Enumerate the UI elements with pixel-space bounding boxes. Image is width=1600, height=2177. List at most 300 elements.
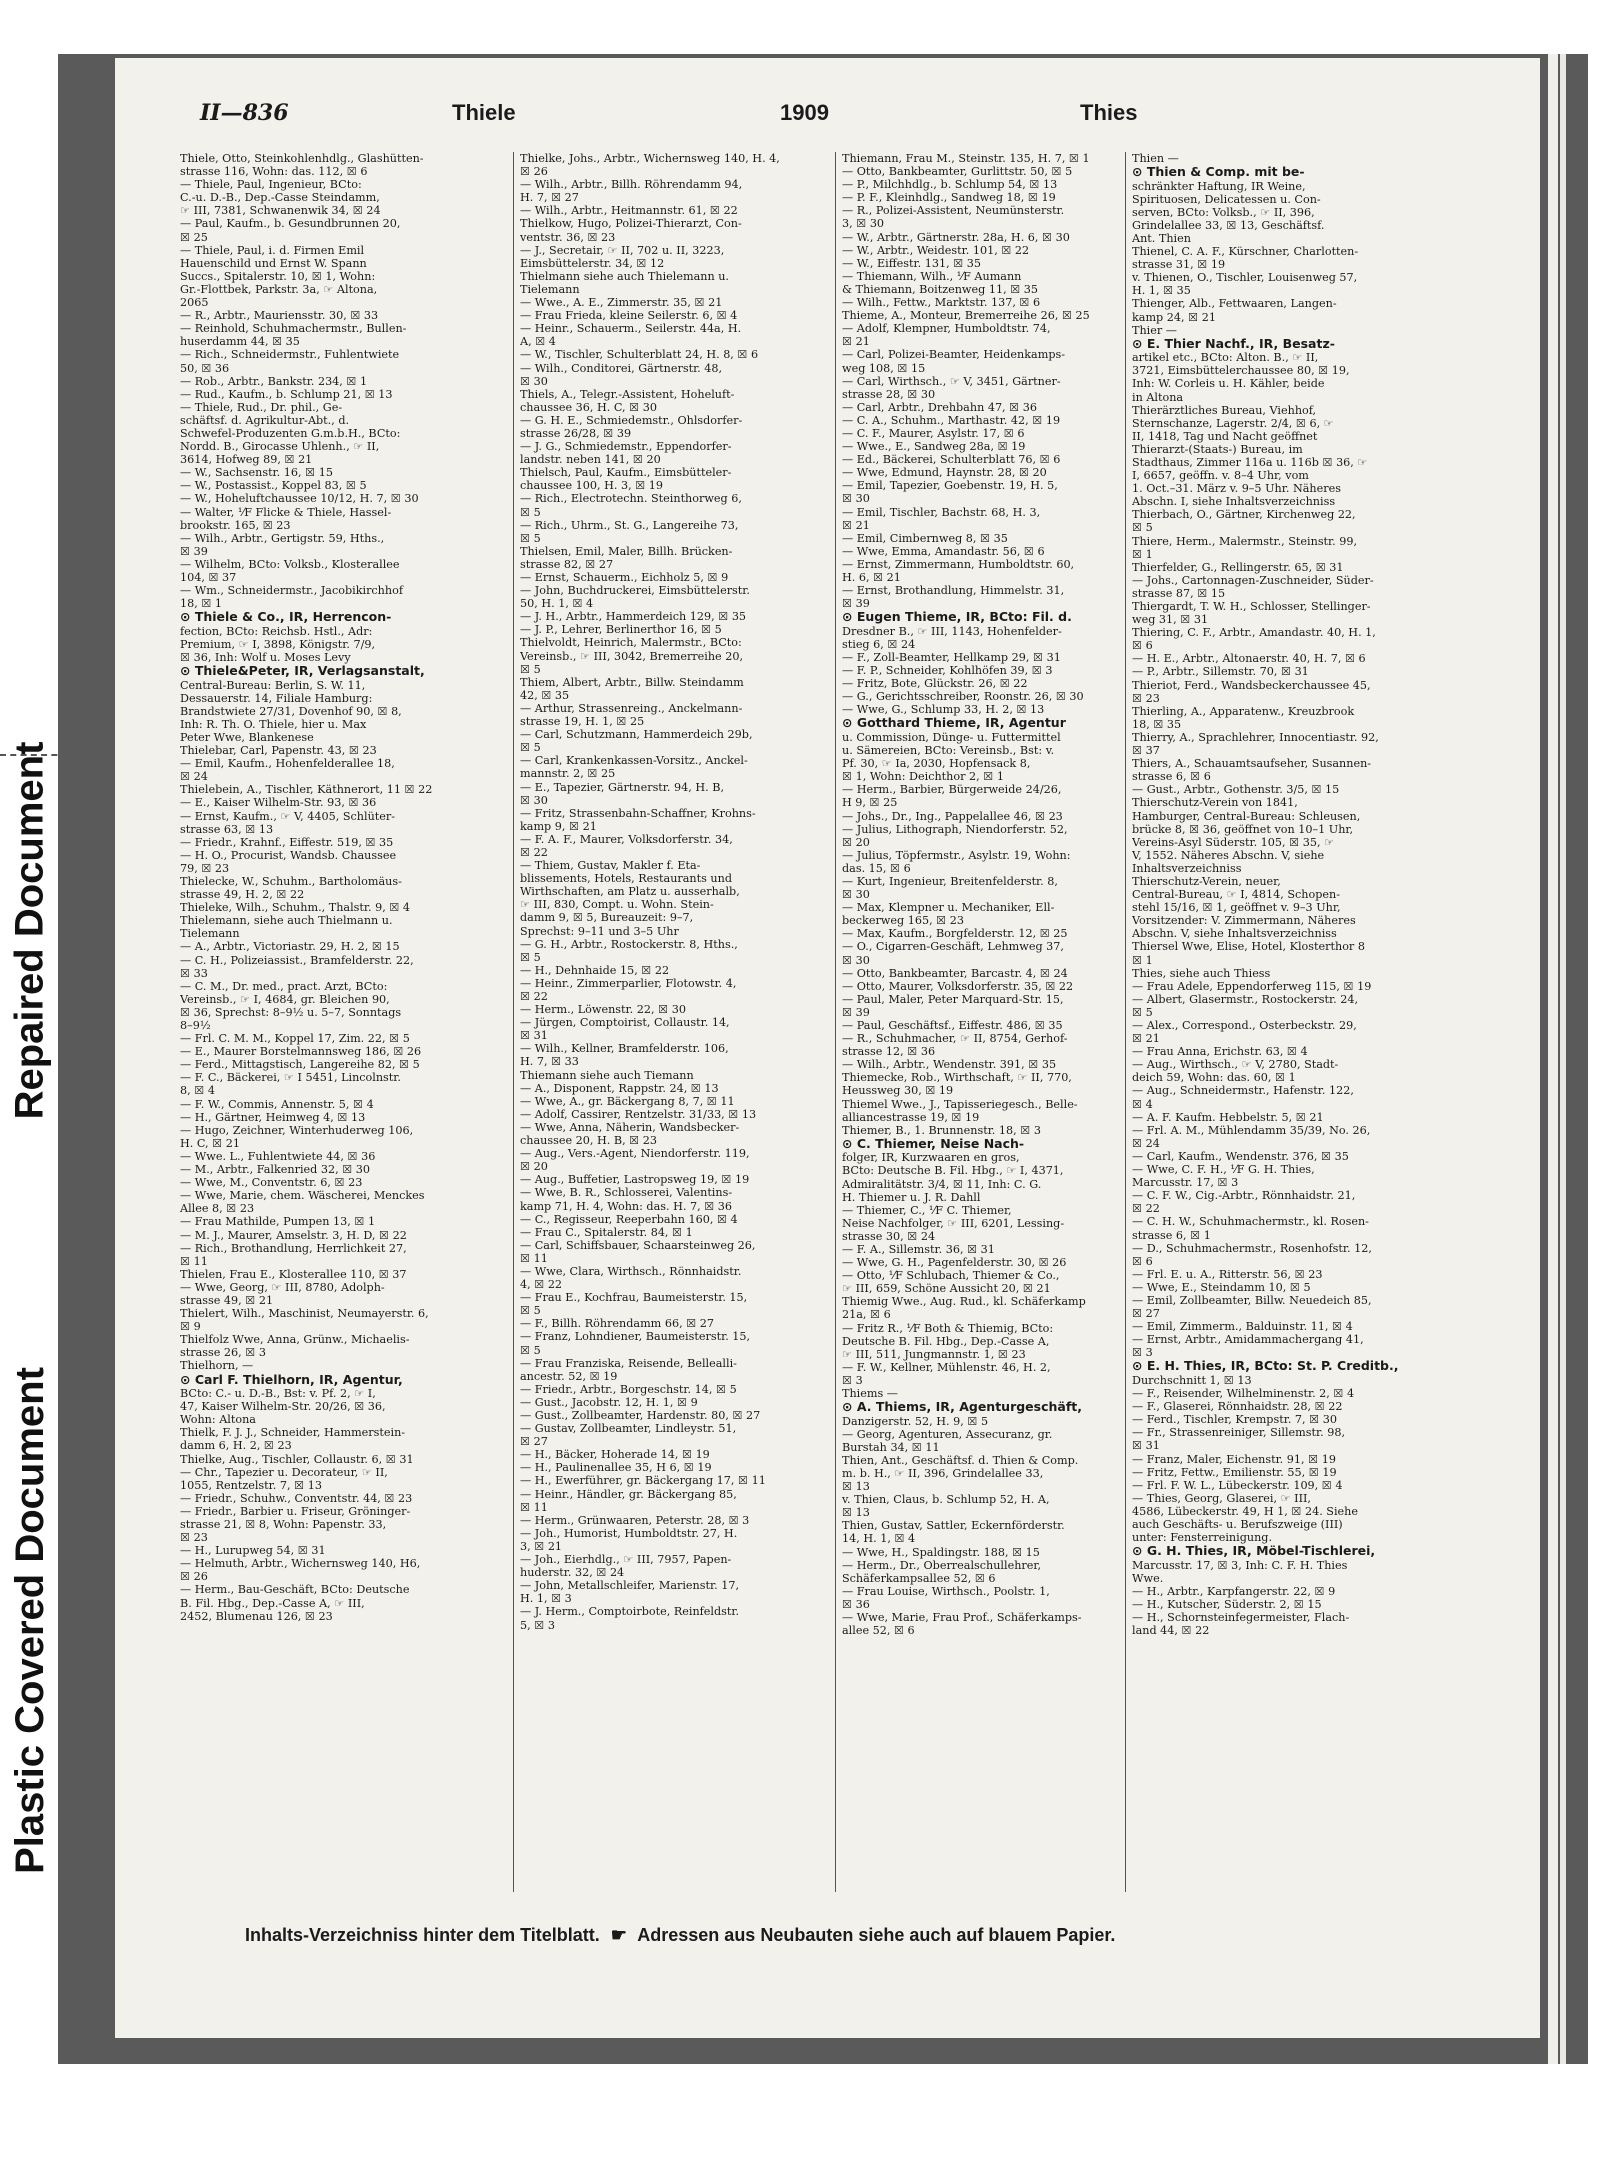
directory-entry: — Aug., Vers.-Agent, Niendorferstr. 119, [520,1147,750,1161]
directory-entry: ⊙ Thien & Comp. mit be- [1132,165,1305,180]
directory-entry: ☒ 21 [842,518,870,532]
directory-entry: — Emil, Tischler, Bachstr. 68, H. 3, [842,505,1041,519]
directory-entry: — Wwe., E., Sandweg 28a, ☒ 19 [842,440,1026,454]
directory-entry: ☒ 24 [1132,1136,1160,1150]
directory-entry: — E., Kaiser Wilhelm-Str. 93, ☒ 36 [180,796,377,810]
directory-entry: brookstr. 165, ☒ 23 [180,518,291,532]
directory-entry: — Thiemann, Wilh., ⅟F Aumann [842,269,1022,283]
directory-entry: ☒ 20 [520,1160,548,1174]
directory-entry: — W., Hoheluftchaussee 10/12, H. 7, ☒ 30 [180,492,419,506]
directory-entry: — Carl, Polizei-Beamter, Heidenkamps- [842,348,1065,362]
directory-entry: ☒ 31 [1132,1439,1160,1453]
directory-entry: ☒ 24 [180,770,208,784]
directory-entry: Thierry, A., Sprachlehrer, Innocentiastr. 92, [1132,730,1379,744]
directory-entry: — Joh., Humorist, Humboldtstr. 27, H. [520,1526,738,1540]
directory-entry: 4586, Lübeckerstr. 49, H 1, ☒ 24. Siehe [1132,1504,1358,1518]
directory-entry: — F. W., Kellner, Mühlenstr. 46, H. 2, [842,1360,1051,1374]
directory-entry: strasse 12, ☒ 36 [842,1045,936,1059]
directory-entry: Thieme, A., Monteur, Bremerreihe 26, ☒ 25 [842,309,1090,323]
directory-entry: — Emil, Zimmerm., Balduinstr. 11, ☒ 4 [1132,1320,1353,1334]
directory-entry: Thielmann siehe auch Thielemann u. [520,269,729,283]
directory-entry: strasse 30, ☒ 24 [842,1229,936,1243]
directory-entry: — P., Milchhdlg., b. Schlump 54, ☒ 13 [842,178,1058,192]
directory-entry: ☒ 5 [520,1343,541,1357]
directory-entry: ☒ 36, Sprechst: 8–9½ u. 5–7, Sonntags [180,1005,402,1019]
directory-entry: stieg 6, ☒ 24 [842,637,916,651]
directory-entry: — Wwe, Clara, Wirthsch., Rönnhaidstr. [520,1264,742,1278]
directory-entry: — H., Bäcker, Hoherade 14, ☒ 19 [520,1448,710,1462]
directory-entry: ancestr. 52, ☒ 19 [520,1369,618,1383]
directory-entry: — Rich., Uhrm., St. G., Langereihe 73, [520,518,739,532]
directory-entry: — W., Postassist., Koppel 83, ☒ 5 [180,479,367,493]
directory-entry: — Ernst, Kaufm., ☞ V, 4405, Schlüter- [180,809,396,823]
directory-entry: — Thiele, Rud., Dr. phil., Ge- [180,400,343,414]
directory-entry: strasse 6, ☒ 1 [1132,1228,1211,1242]
directory-entry: — Wilh., Arbtr., Wendenstr. 391, ☒ 35 [842,1058,1057,1072]
directory-entry: — H. O., Procurist, Wandsb. Chaussee [180,848,397,862]
directory-entry: ☒ 20 [842,835,870,849]
directory-entry: Thielkow, Hugo, Polizei-Thierarzt, Con- [520,217,742,231]
directory-entry: — Wwe, Emma, Amandastr. 56, ☒ 6 [842,544,1045,558]
directory-entry: — Georg, Agenturen, Assecuranz, gr. [842,1427,1053,1441]
directory-entry: — Frau C., Spitalerstr. 84, ☒ 1 [520,1225,693,1239]
directory-entry: — Wwe, C. F. H., ⅟F G. H. Thies, [1132,1163,1315,1177]
directory-entry: v. Thien, Claus, b. Schlump 52, H. A, [842,1493,1050,1507]
directory-entry: — H., Ewerführer, gr. Bäckergang 17, ☒ 11 [520,1474,766,1488]
directory-entry: — H. E., Arbtr., Altonaerstr. 40, H. 7, ☒ 6 [1132,652,1366,666]
directory-entry: — Wwe, Georg, ☞ III, 8780, Adolph- [180,1280,385,1294]
directory-entry: Thier — [1132,323,1177,337]
directory-entry: ☒ 13 [842,1480,870,1494]
directory-entry: Thiems — [842,1387,898,1401]
directory-entry: Sprechst: 9–11 und 3–5 Uhr [520,924,679,938]
directory-entry: auch Geschäfts- u. Berufszweige (III) [1132,1517,1343,1531]
directory-entry: ☒ 5 [520,505,541,519]
directory-entry: ☒ 37 [1132,744,1160,758]
directory-entry: ☒ 11 [520,1251,548,1265]
directory-entry: Admiralitätstr. 3/4, ☒ 11, Inh: C. G. [842,1177,1042,1191]
directory-entry: ☒ 4 [1132,1097,1153,1111]
directory-entry: 3, ☒ 30 [842,217,885,231]
footer-index-note: Inhalts-Verzeichniss hinter dem Titelblatt. [245,1925,600,1945]
directory-entry: — Thiemer, C., ⅟F C. Thiemer, [842,1203,1012,1217]
header-right-word: Thies [1080,100,1138,125]
directory-entry: ⊙ Gotthard Thieme, IR, Agentur [842,716,1066,731]
directory-entry: 8–9½ [180,1019,211,1032]
directory-entry: — Rob., Arbtr., Bankstr. 234, ☒ 1 [180,374,368,388]
directory-entry: das. 15, ☒ 6 [842,861,911,875]
directory-entry: Heussweg 30, ☒ 19 [842,1084,954,1098]
directory-entry: — Heinr., Zimmerparlier, Flotowstr. 4, [520,976,737,990]
directory-entry: Tielemann [520,282,580,296]
directory-entry: Gr.-Flottbek, Parkstr. 3a, ☞ Altona, [180,282,378,296]
directory-entry: weg 31, ☒ 31 [1132,613,1209,627]
directory-entry: — Gust., Zollbeamter, Hardenstr. 80, ☒ 27 [520,1409,761,1422]
directory-entry: — Ernst, Brothandlung, Himmelstr. 31, [842,584,1065,598]
directory-entry: ☒ 5 [1132,521,1153,535]
directory-entry: land 44, ☒ 22 [1132,1624,1210,1638]
directory-entry: — J. P., Lehrer, Berlinerthor 16, ☒ 5 [520,623,722,637]
directory-entry: ☒ 22 [1132,1202,1160,1216]
directory-entry: ☒ 6 [1132,639,1153,653]
directory-entry: ☒ 3 [842,1373,863,1387]
directory-entry: — Jürgen, Comptoirist, Collaustr. 14, [520,1016,730,1030]
directory-entry: — Frl. E. u. A., Ritterstr. 56, ☒ 23 [1132,1267,1323,1281]
directory-entry: ⊙ Eugen Thieme, IR, BCto: Fil. d. [842,610,1072,625]
directory-entry: — Rich., Brothandlung, Herrlichkeit 27, [180,1241,407,1255]
directory-entry: 2452, Blumenau 126, ☒ 23 [180,1609,333,1623]
directory-entry: ☒ 5 [1132,1005,1153,1019]
directory-entry: Schäferkampsallee 52, ☒ 6 [842,1571,996,1585]
directory-entry: — Ferd., Mittagstisch, Langereihe 82, ☒ 5 [180,1058,420,1072]
directory-entry: — P. F., Kleinhdlg., Sandweg 18, ☒ 19 [842,191,1056,205]
directory-entry: Thiemann, Frau M., Steinstr. 135, H. 7, ☒ 1 [842,152,1090,165]
directory-entry: Danzigerstr. 52, H. 9, ☒ 5 [842,1414,989,1428]
directory-entry: strasse 6, ☒ 6 [1132,770,1211,784]
directory-entry: Thieriot, Ferd., Wandsbeckerchaussee 45, [1132,678,1371,692]
directory-entry: Thiemer, B., 1. Brunnenstr. 18, ☒ 3 [842,1123,1041,1137]
directory-entry: — Rud., Kaufm., b. Schlump 21, ☒ 13 [180,387,393,401]
directory-entry: — Frau Adele, Eppendorferweg 115, ☒ 19 [1132,979,1372,993]
directory-entry: — F. W., Commis, Annenstr. 5, ☒ 4 [180,1097,374,1111]
directory-entry: ☒ 39 [180,544,208,558]
directory-column-4 [1132,152,1472,1637]
directory-entry: Vorsitzender: V. Zimmermann, Näheres [1132,914,1356,928]
directory-entry: ☒ 26 [180,1570,208,1584]
directory-entry: — Emil, Zollbeamter, Billw. Neuedeich 85, [1132,1293,1372,1307]
directory-entry: — A., Disponent, Rappstr. 24, ☒ 13 [520,1081,719,1095]
directory-entry: — E., Maurer Borstelmannsweg 186, ☒ 26 [180,1045,422,1059]
directory-entry: Thielert, Wilh., Maschinist, Neumayerstr. 6, [180,1307,429,1321]
directory-entry: Thienger, Alb., Fettwaaren, Langen- [1132,297,1337,311]
directory-entry: schäftsf. d. Agrikultur-Abt., d. [180,413,350,427]
directory-entry: — F. A. F., Maurer, Volksdorferstr. 34, [520,832,733,846]
directory-entry: ☞ III, 830, Compt. u. Wohn. Stein- [520,898,714,912]
directory-entry: — Friedr., Barbier u. Friseur, Gröninger- [180,1504,411,1518]
directory-entry: H. Thiemer u. J. R. Dahll [842,1190,981,1204]
directory-entry: — Herm., Barbier, Bürgerweide 24/26, [842,783,1062,797]
directory-entry: H. 7, ☒ 33 [520,1055,579,1069]
directory-entry: — Frau Louise, Wirthsch., Poolstr. 1, [842,1584,1050,1598]
directory-entry: Thielen, Frau E., Klosterallee 110, ☒ 37 [180,1267,407,1281]
directory-entry: — Carl, Krankenkassen-Vorsitz., Anckel- [520,754,748,768]
directory-entry: allee 52, ☒ 6 [842,1624,915,1638]
directory-entry: huserdamm 44, ☒ 35 [180,335,300,349]
page-edge-2 [1560,54,1566,2064]
directory-entry: ☒ 11 [180,1254,208,1268]
directory-entry: ☒ 5 [520,531,541,545]
directory-entry: — Wwe, Marie, Frau Prof., Schäferkamps- [842,1611,1082,1625]
directory-entry: — Johs., Cartonnagen-Zuschneider, Süder- [1132,573,1374,587]
directory-entry: — O., Cigarren-Geschäft, Lehmweg 37, [842,940,1064,954]
directory-entry: Abschn. I, siehe Inhaltsverzeichniss [1132,495,1336,509]
directory-entry: Wwe. [1132,1571,1164,1585]
directory-entry: — Frau E., Kochfrau, Baumeisterstr. 15, [520,1291,748,1305]
directory-entry: strasse 49, ☒ 21 [180,1293,274,1307]
directory-entry: ☒ 30 [842,953,870,967]
directory-entry: — Max, Kaufm., Borgfelderstr. 12, ☒ 25 [842,927,1068,941]
directory-entry: — Friedr., Schuhw., Conventstr. 44, ☒ 23 [180,1491,413,1505]
directory-entry: schränkter Haftung, IR Weine, [1132,179,1306,193]
page-number: II—836 [200,100,289,126]
directory-entry: — Franz, Maler, Eichenstr. 91, ☒ 19 [1132,1452,1336,1466]
directory-entry: ⊙ Thiele & Co., IR, Herrencon- [180,610,392,625]
directory-entry: Dessauerstr. 14, Filiale Hamburg: [180,691,373,705]
directory-entry: — F. C., Bäckerei, ☞ I 5451, Lincolnstr. [180,1071,401,1085]
directory-entry: — Otto, Bankbeamter, Barcastr. 4, ☒ 24 [842,966,1068,980]
directory-entry: — J. Herm., Comptoirbote, Reinfeldstr. [520,1605,740,1619]
directory-entry: — A., Arbtr., Victoriastr. 29, H. 2, ☒ 15 [180,940,400,954]
directory-entry: Thielk, F. J. J., Schneider, Hammerstein- [180,1426,406,1440]
directory-entry: — Wilh., Kellner, Bramfelderstr. 106, [520,1042,729,1056]
directory-entry: B. Fil. Hbg., Dep.-Casse A, ☞ III, [180,1596,365,1610]
directory-entry: — P., Arbtr., Sillemstr. 70, ☒ 31 [1132,665,1309,679]
directory-entry: strasse 63, ☒ 13 [180,822,274,836]
directory-entry: ☒ 31 [520,1029,548,1043]
plastic-covered-label: Plastic Covered Document [7,1366,52,1874]
directory-entry: — Wwe, Anna, Näherin, Wandsbecker- [520,1120,740,1134]
directory-entry: A, ☒ 4 [520,335,556,349]
directory-entry: 42, ☒ 35 [520,688,570,702]
directory-entry: — G. H., Arbtr., Rostockerstr. 8, Hths., [520,937,738,951]
directory-entry: 4, ☒ 22 [520,1278,563,1292]
directory-entry: — R., Schuhmacher, ☞ II, 8754, Gerhof- [842,1032,1068,1046]
directory-entry: — J. H., Arbtr., Hammerdeich 129, ☒ 35 [520,610,747,624]
directory-entry: Thierärztliches Bureau, Viehhof, [1132,403,1317,417]
directory-entry: BCto: C.- u. D.-B., Bst: v. Pf. 2, ☞ I, [180,1387,376,1401]
directory-entry: Thielsch, Paul, Kaufm., Eimsbütteler- [520,466,732,480]
directory-entry: — Wwe, B. R., Schlosserei, Valentins- [520,1186,733,1200]
directory-entry: — Aug., Wirthsch., ☞ V, 2780, Stadt- [1132,1058,1339,1072]
directory-entry: — C. M., Dr. med., pract. Arzt, BCto: [180,979,388,993]
directory-entry: Thierschutz-Verein von 1841, [1132,796,1298,810]
directory-entry: Thielebein, A., Tischler, Käthnerort, 11 ☒ 22 [180,783,433,797]
directory-entry: chaussee 36, H. C, ☒ 30 [520,400,657,414]
directory-entry: Thierarzt-(Staats-) Bureau, im [1132,442,1303,456]
directory-entry: — W., Arbtr., Gärtnerstr. 28a, H. 6, ☒ 30 [842,230,1070,244]
directory-entry: Durchschnitt 1, ☒ 13 [1132,1373,1252,1387]
directory-entry: — C. F., Maurer, Asylstr. 17, ☒ 6 [842,426,1025,440]
directory-entry: Allee 8, ☒ 23 [180,1202,255,1216]
directory-entry: — W., Eiffestr. 131, ☒ 35 [842,256,982,270]
directory-entry: Dresdner B., ☞ III, 1143, Hohenfelder- [842,624,1062,638]
directory-entry: ☒ 25 [180,230,208,244]
sidebar [0,0,60,2177]
directory-entry: Vereins-Asyl Süderstr. 105, ☒ 35, ☞ [1132,835,1335,849]
directory-entry: — Wwe, G., Schlump 33, H. 2, ☒ 13 [842,703,1045,717]
directory-entry: — Frl. A. M., Mühlendamm 35/39, No. 26, [1132,1123,1371,1137]
footer-new-buildings-note: Adressen aus Neubauten siehe auch auf blauem Papier. [637,1925,1116,1945]
directory-entry: — Heinr., Schauerm., Seilerstr. 44a, H. [520,322,742,336]
directory-entry: strasse 87, ☒ 15 [1132,586,1226,600]
directory-entry: ☒ 33 [180,966,208,980]
directory-entry: ☒ 1 [1132,547,1153,561]
directory-entry: ☒ 23 [180,1531,208,1545]
directory-entry: Thien — [1132,152,1179,165]
directory-entry: — Gust., Arbtr., Gothenstr. 3/5, ☒ 15 [1132,783,1340,797]
directory-entry: Thielfolz Wwe, Anna, Grünw., Michaelis- [180,1333,410,1347]
directory-column-2 [520,152,860,1632]
directory-entry: C.-u. D.-B., Dep.-Casse Steindamm, [180,191,380,205]
directory-entry: Thielsen, Emil, Maler, Billh. Brücken- [520,544,733,558]
directory-entry: ⊙ G. H. Thies, IR, Möbel-Tischlerei, [1132,1544,1376,1559]
directory-entry: ⊙ Thiele&Peter, IR, Verlagsanstalt, [180,664,425,679]
directory-entry: serven, BCto: Volksb., ☞ II, 396, [1132,205,1315,219]
directory-entry: Thiemel Wwe., J., Tapisseriegesch., Belle- [842,1097,1078,1111]
directory-entry: — Johs., Dr., Ing., Pappelallee 46, ☒ 23 [842,809,1063,823]
directory-entry: Wohn: Altona [180,1413,256,1427]
directory-entry: Thiels, A., Telegr.-Assistent, Hoheluft- [520,387,735,401]
directory-entry: chaussee 20, H. B, ☒ 23 [520,1134,657,1148]
directory-entry: ☒ 5 [520,1304,541,1318]
directory-entry: Deutsche B. Fil. Hbg., Dep.-Casse A, [842,1334,1050,1348]
directory-entry: Spirituosen, Delicatessen u. Con- [1132,192,1321,206]
directory-entry: strasse 26, ☒ 3 [180,1346,266,1360]
directory-entry: 104, ☒ 37 [180,571,237,584]
directory-entry: Ant. Thien [1132,231,1191,245]
directory-entry: Neise Nachfolger, ☞ III, 6201, Lessing- [842,1216,1065,1230]
directory-entry: — Thies, Georg, Glaserei, ☞ III, [1132,1491,1311,1505]
directory-entry: strasse 21, ☒ 8, Wohn: Papenstr. 33, [180,1517,387,1531]
directory-entry: 14, H. 1, ☒ 4 [842,1532,916,1546]
directory-entry: Thiemann siehe auch Tiemann [520,1068,694,1082]
directory-entry: — Ernst, Zimmermann, Humboldtstr. 60, [842,557,1075,571]
directory-entry: — D., Schuhmachermstr., Rosenhofstr. 12, [1132,1241,1372,1255]
directory-entry: Thierschutz-Verein, neuer, [1132,874,1281,888]
directory-entry: Thiem, Albert, Arbtr., Billw. Steindamm [520,675,744,689]
directory-entry: — Carl, Schutzmann, Hammerdeich 29b, [520,728,753,742]
directory-entry: — Wwe, Marie, chem. Wäscherei, Menckes [180,1189,425,1203]
directory-entry: — F., Reisender, Wilhelminenstr. 2, ☒ 4 [1132,1387,1355,1401]
directory-entry: Peter Wwe, Blankenese [180,730,314,744]
directory-entry: — Max, Klempner u. Mechaniker, Ell- [842,901,1055,915]
directory-entry: Thielebar, Carl, Papenstr. 43, ☒ 23 [180,744,377,758]
directory-entry: Vereinsb., ☞ III, 3042, Bremerreihe 20, [520,649,744,663]
directory-entry: Thielhorn, — [180,1359,254,1373]
directory-entry: — W., Sachsenstr. 16, ☒ 15 [180,466,333,480]
page-footer [245,1925,1525,1946]
directory-entry: ⊙ C. Thiemer, Neise Nach- [842,1136,1025,1151]
directory-entry: — Wilh., Arbtr., Gertigstr. 59, Hths., [180,531,385,545]
directory-entry: — Hugo, Zeichner, Winterhuderweg 106, [180,1123,414,1137]
directory-entry: Thiere, Herm., Malermstr., Steinstr. 99, [1132,534,1358,548]
directory-entry: — Herm., Dr., Oberrealschullehrer, [842,1558,1042,1572]
directory-entry: Thiergardt, T. W. H., Schlosser, Stellinger- [1132,600,1371,613]
directory-entry: Marcusstr. 17, ☒ 3 [1132,1176,1239,1190]
directory-entry: unter: Fensterreinigung. [1132,1531,1273,1545]
directory-entry: — H., Arbtr., Karpfangerstr. 22, ☒ 9 [1132,1584,1336,1598]
directory-entry: 5, ☒ 3 [520,1618,555,1632]
directory-entry: — J. G., Schmiedemstr., Eppendorfer- [520,440,732,454]
directory-entry: ☞ III, 659, Schöne Aussicht 20, ☒ 21 [842,1282,1051,1296]
directory-entry: Wirthschaften, am Platz u. ausserhalb, [520,885,740,899]
directory-entry: & Thiemann, Boitzenweg 11, ☒ 35 [842,282,1039,296]
directory-entry: Thiering, C. F., Arbtr., Amandastr. 40, H. 1, [1132,626,1376,640]
directory-entry: — H., Kutscher, Süderstr. 2, ☒ 15 [1132,1597,1322,1611]
directory-entry: — Aug., Schneidermstr., Hafenstr. 122, [1132,1084,1354,1098]
directory-entry: Thienel, C. A. F., Kürschner, Charlotten- [1132,245,1359,259]
directory-entry: Tielemann [180,927,240,941]
directory-entry: — Paul, Kaufm., b. Gesundbrunnen 20, [180,217,401,231]
directory-entry: — Rich., Schneidermstr., Fuhlentwiete [180,348,400,362]
directory-entry: BCto: Deutsche B. Fil. Hbg., ☞ I, 4371, [842,1164,1064,1178]
directory-entry: Grindelallee 33, ☒ 13, Geschäftsf. [1132,218,1325,232]
directory-entry: ☒ 5 [520,741,541,755]
directory-entry: — Otto, Maurer, Volksdorferstr. 35, ☒ 22 [842,979,1074,993]
directory-entry: kamp 9, ☒ 21 [520,819,597,833]
directory-entry: Schwefel-Produzenten G.m.b.H., BCto: [180,426,401,440]
directory-entry: — C., Regisseur, Reeperbahn 160, ☒ 4 [520,1212,738,1226]
directory-entry: Thiers, A., Schauamtsaufseher, Susannen- [1132,757,1372,771]
directory-entry: — Wilhelm, BCto: Volksb., Klosterallee [180,557,400,571]
directory-entry: — Gust., Jacobstr. 12, H. 1, ☒ 9 [520,1395,698,1409]
directory-entry: — Wilh., Arbtr., Heitmannstr. 61, ☒ 22 [520,204,738,218]
directory-entry: — Friedr., Arbtr., Borgeschstr. 14, ☒ 5 [520,1382,737,1396]
page-header [200,100,1530,140]
directory-entry: I, 6657, geöffn. v. 8–4 Uhr, vom [1132,469,1309,483]
directory-entry: alliancestrasse 19, ☒ 19 [842,1110,980,1124]
directory-entry: Central-Bureau, ☞ I, 4814, Schopen- [1132,888,1340,902]
directory-entry: — H., Gärtner, Heimweg 4, ☒ 13 [180,1110,366,1124]
directory-entry: — Friedr., Krahnf., Eiffestr. 519, ☒ 35 [180,835,394,849]
directory-entry: Central-Bureau: Berlin, S. W. 11, [180,678,366,692]
directory-entry: — Rich., Electrotechn. Steinthorweg 6, [520,492,742,506]
directory-entry: Succs., Spitalerstr. 10, ☒ 1, Wohn: [180,269,376,283]
directory-entry: 47, Kaiser Wilhelm-Str. 20/26, ☒ 36, [180,1400,386,1414]
directory-entry: — Fritz, Fettw., Emilienstr. 55, ☒ 19 [1132,1465,1337,1479]
directory-entry: 50, ☒ 36 [180,361,230,375]
directory-entry: — F. A., Sillemstr. 36, ☒ 31 [842,1243,995,1256]
directory-entry: u. Commission, Dünge- u. Futtermittel [842,730,1061,744]
directory-entry: stehl 15/16, ☒ 1, geöffnet v. 9–3 Uhr, [1132,901,1341,915]
directory-entry: Nordd. B., Girocasse Uhlenh., ☞ II, [180,440,380,454]
directory-entry: — Paul, Geschäftsf., Eiffestr. 486, ☒ 35 [842,1019,1063,1032]
directory-entry: 1055, Rentzelstr. 7, ☒ 13 [180,1478,322,1492]
directory-entry: — Wwe, Edmund, Haynstr. 28, ☒ 20 [842,466,1047,480]
directory-entry: — Frau Franziska, Reisende, Bellealli- [520,1356,737,1370]
directory-entry: — Gustav, Zollbeamter, Lindleystr. 51, [520,1422,737,1436]
directory-entry: — Frl. F. W. L., Lübeckerstr. 109, ☒ 4 [1132,1478,1343,1492]
directory-entry: folger, IR, Kurzwaaren en gros, [842,1151,1020,1165]
directory-entry: 3, ☒ 21 [520,1539,563,1553]
directory-entry: 79, ☒ 23 [180,861,230,875]
directory-entry: ☒ 21 [1132,1032,1160,1046]
directory-entry: ☒ 22 [520,845,548,859]
directory-entry: ☒ 30 [842,888,870,902]
directory-entry: 1. Oct.–31. März v. 9–5 Uhr. Näheres [1132,482,1341,496]
directory-entry: ☞ III, 7381, Schwanenwik 34, ☒ 24 [180,204,381,218]
directory-entry: Thiersel Wwe, Elise, Hotel, Klosterthor 8 [1132,940,1365,954]
directory-entry: ☒ 6 [1132,1254,1153,1268]
directory-entry: Thiemig Wwe., Aug. Rud., kl. Schäferkamp [842,1295,1086,1309]
directory-entry: ☒ 21 [842,335,870,349]
directory-entry: ☒ 5 [520,662,541,676]
directory-entry: Thien, Ant., Geschäftsf. d. Thien & Comp. [842,1453,1079,1467]
directory-entry: — W., Tischler, Schulterblatt 24, H. 8, ☒ 6 [520,348,759,362]
directory-entry: Thielvoldt, Heinrich, Malermstr., BCto: [520,636,742,650]
directory-entry: v. Thienen, O., Tischler, Louisenweg 57, [1132,271,1358,285]
directory-entry: — C. F. W., Cig.-Arbtr., Rönnhaidstr. 21, [1132,1189,1356,1203]
directory-entry: Inh: R. Th. O. Thiele, hier u. Max [180,717,367,731]
directory-entry: ☒ 30 [842,492,870,506]
directory-entry: Thierbach, O., Gärtner, Kirchenweg 22, [1132,508,1356,522]
directory-entry: Hamburger, Central-Bureau: Schleusen, [1132,809,1361,823]
directory-entry: — Wwe, G. H., Pagenfelderstr. 30, ☒ 26 [842,1256,1067,1270]
directory-entry: — F., Zoll-Beamter, Hellkamp 29, ☒ 31 [842,650,1061,664]
directory-entry: ☒ 13 [842,1506,870,1520]
directory-entry: H 9, ☒ 25 [842,796,898,810]
directory-entry: ☒ 23 [1132,691,1160,705]
